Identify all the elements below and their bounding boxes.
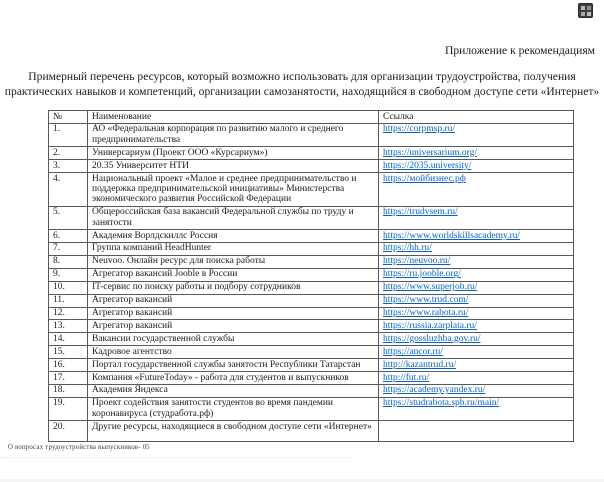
resource-link[interactable]: https://gossluzhba.gov.ru/ (383, 333, 481, 344)
table-row (49, 320, 574, 333)
resource-name: Агрегатор вакансий (88, 294, 379, 307)
table-row (49, 230, 574, 243)
table-row (49, 281, 574, 294)
table-row (49, 268, 574, 281)
resource-name: Вакансии государственной службы (88, 333, 379, 346)
resource-link-cell (379, 397, 574, 420)
resource-name: Проект содействия занятости студентов во время пандемии коронавируса (студработа.рф) (88, 397, 379, 420)
resource-link[interactable]: https://2035.university/ (383, 160, 472, 171)
resource-link[interactable]: https://www.rabota.ru/ (383, 308, 469, 318)
resource-link-cell (379, 242, 574, 255)
header-name: Наименование (88, 111, 379, 124)
table-row (49, 359, 574, 372)
resource-link-cell (379, 173, 574, 207)
resource-name: Агрегатор вакансий (88, 307, 379, 320)
resource-link-cell (379, 372, 574, 385)
resource-name: Neuvoo. Онлайн ресурс для поиска работы (88, 255, 379, 268)
row-number: 3. (49, 160, 88, 173)
table-row (49, 307, 574, 320)
row-number: 9. (49, 268, 88, 281)
table-row (49, 372, 574, 385)
resource-link[interactable]: https://corpmsp.ru/ (383, 124, 456, 135)
resource-link[interactable]: https://hh.ru/ (383, 243, 432, 254)
resource-link[interactable]: https://ru.jooble.org/ (383, 269, 461, 280)
footer-note: О вопросах трудоустройства выпускников- 05 (8, 444, 150, 451)
row-number: 19. (49, 397, 88, 420)
resource-name: Универсариум (Проект ООО «Курсариум») (88, 147, 379, 160)
resource-link[interactable]: http://kazantrud.ru/ (383, 359, 457, 370)
resource-link-cell (379, 147, 574, 160)
row-number: 7. (49, 242, 88, 255)
resource-table-body (49, 123, 574, 441)
resource-link-cell (379, 123, 574, 146)
resource-name: Агрегатор вакансий (88, 320, 379, 333)
resource-link[interactable]: https://www.worldskillsacademy.ru/ (383, 230, 521, 241)
row-number: 13. (49, 320, 88, 333)
resource-link[interactable]: https://studrabota.spb.ru/main/ (383, 398, 500, 409)
resource-link-cell (379, 421, 574, 442)
resource-name: Другие ресурсы, находящиеся в свободном доступе сети «Интернет» (88, 421, 379, 442)
row-number: 15. (49, 346, 88, 359)
resource-link[interactable]: https://ancor.ru/ (383, 346, 443, 357)
intro-paragraph: Примерный перечень ресурсов, который возможно использовать для организации трудоустройства, получения практических навыков и компетенций, организации самозанятости, находящийся в свободном доступе сети «Интернет» (4, 70, 600, 98)
resource-link[interactable]: https://universarium.org/ (383, 147, 478, 158)
resource-link-cell (379, 294, 574, 307)
resource-name: Компания «FutureToday» - работа для студентов и выпускников (88, 372, 379, 385)
resource-link-cell (379, 333, 574, 346)
resource-name: Национальный проект «Малое и среднее предпринимательство и поддержка предпринимательской инициативы» Министерства экономического развития Российской Федерации (88, 173, 379, 207)
table-row (49, 206, 574, 229)
resource-link[interactable]: https://academy.yandex.ru/ (383, 385, 486, 396)
resource-name: IT-сервис по поиску работы и подбору сотрудников (88, 281, 379, 294)
resource-link[interactable]: https://мойбизнес.рф (383, 173, 466, 184)
row-number: 14. (49, 333, 88, 346)
resource-link[interactable]: http://fut.ru/ (383, 372, 430, 383)
table-row (49, 242, 574, 255)
table-row (49, 294, 574, 307)
row-number: 2. (49, 147, 88, 160)
table-row (49, 333, 574, 346)
header-link: Ссылка (379, 111, 574, 124)
resource-link-cell (379, 307, 574, 320)
resource-link-cell (379, 384, 574, 397)
resource-link-cell (379, 281, 574, 294)
row-number: 17. (49, 372, 88, 385)
resource-link[interactable]: https://trudvsem.ru/ (383, 207, 458, 218)
resource-link-cell (379, 160, 574, 173)
row-number: 12. (49, 307, 88, 320)
table-row (49, 147, 574, 160)
resource-name: Общероссийская база вакансий Федеральной службы по труду и занятости (88, 206, 379, 229)
resource-name: Группа компаний HeadHunter (88, 242, 379, 255)
resource-name: Академия Яндекса (88, 384, 379, 397)
row-number: 11. (49, 294, 88, 307)
resource-name: 20.35 Университет НТИ (88, 160, 379, 173)
row-number: 4. (49, 173, 88, 207)
table-row (49, 421, 574, 442)
table-row (49, 255, 574, 268)
resource-link-cell (379, 346, 574, 359)
row-number: 8. (49, 255, 88, 268)
resource-link[interactable]: https://www.superjob.ru/ (383, 282, 478, 293)
table-header-row (49, 111, 574, 124)
table-row (49, 173, 574, 207)
resource-link-cell (379, 359, 574, 372)
resource-link-cell (379, 255, 574, 268)
resource-name: Портал государственной службы занятости Республики Татарстан (88, 359, 379, 372)
header-number: № (49, 111, 88, 124)
row-number: 16. (49, 359, 88, 372)
row-number: 6. (49, 230, 88, 243)
resource-name: Агрегатор вакансий Jooble в России (88, 268, 379, 281)
resource-link[interactable]: https://www.trud.com/ (383, 295, 469, 306)
resource-name: Академия Ворлдскиллс Россия (88, 230, 379, 243)
row-number: 20. (49, 421, 88, 442)
row-number: 10. (49, 281, 88, 294)
resource-link-cell (379, 320, 574, 333)
resource-link-cell (379, 230, 574, 243)
row-number: 1. (49, 123, 88, 146)
row-number: 18. (49, 384, 88, 397)
table-row (49, 346, 574, 359)
table-row (49, 160, 574, 173)
table-row (49, 384, 574, 397)
resource-name: Кадровое агентство (88, 346, 379, 359)
table-row (49, 397, 574, 420)
resource-link[interactable]: https://russia.zarplata.ru/ (383, 320, 477, 331)
resources-table (48, 110, 574, 442)
broken-image-icon (578, 3, 593, 18)
resource-link[interactable]: https://neuvoo.ru/ (383, 256, 451, 267)
table-row (49, 123, 574, 146)
resource-link-cell (379, 206, 574, 229)
resource-name: АО «Федеральная корпорация по развитию малого и среднего предпринимательства (88, 123, 379, 146)
annex-label: Приложение к рекомендациям (444, 44, 595, 57)
resource-link-cell (379, 268, 574, 281)
row-number: 5. (49, 206, 88, 229)
section-break-line (0, 457, 350, 458)
